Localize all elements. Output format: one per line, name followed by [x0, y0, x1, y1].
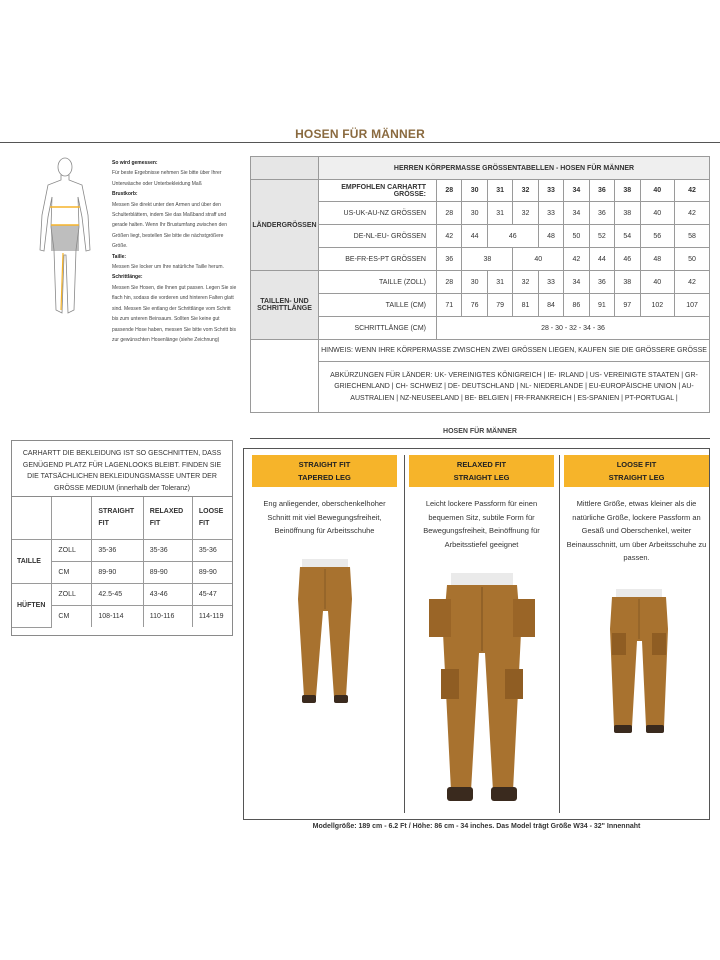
- fit-cell: 42.5-45: [92, 583, 143, 605]
- fit-banner: [409, 455, 554, 487]
- sub-heading-divider: [250, 438, 710, 439]
- us-size-cell: 34: [564, 202, 589, 225]
- waist-cm-label: TAILLE (CM): [319, 294, 437, 317]
- size-col: 42: [675, 180, 710, 202]
- waist-in-cell: 40: [640, 271, 675, 294]
- us-size-cell: 30: [462, 202, 487, 225]
- waist-cm-cell: 86: [564, 294, 589, 317]
- de-sizes-label: DE-NL-EU- GRÖSSEN: [319, 225, 437, 248]
- waist-inseam-group: TAILLEN- UND SCHRITTLÄNGE: [251, 271, 319, 340]
- size-col: 34: [564, 180, 589, 202]
- size-chart-table: [250, 156, 710, 413]
- waist-in-cell: 42: [675, 271, 710, 294]
- col-straight-fit: STRAIGHT FIT: [92, 497, 143, 539]
- be-size-cell: 42: [564, 248, 589, 271]
- body-measurement-figure: [34, 155, 96, 320]
- be-size-cell: 46: [615, 248, 640, 271]
- inseam-title: Schrittlänge:: [112, 274, 143, 281]
- waist-cm-cell: 84: [538, 294, 563, 317]
- fit-cards-panel: [243, 448, 710, 820]
- fit-cell: 35-36: [143, 539, 192, 561]
- blank-corner: [12, 497, 52, 539]
- size-col: 36: [589, 180, 614, 202]
- waist-in-label: TAILLE (ZOLL): [319, 271, 437, 294]
- chest-title: Brustkorb:: [112, 191, 138, 198]
- waist-in-cell: 30: [462, 271, 487, 294]
- waist-in-cell: 34: [564, 271, 589, 294]
- fit-measurements-table: [12, 497, 232, 628]
- be-size-cell: 50: [675, 248, 710, 271]
- de-size-cell: 56: [640, 225, 675, 248]
- page-title: HOSEN FÜR MÄNNER: [295, 127, 425, 141]
- fit-description: Mittlere Größe, etwas kleiner als die natürliche Größe, lockere Passform an Gesäß und Oberschenkel, weiter Beinausschnitt, um über Arbeitsschuhe zu passen.: [566, 499, 707, 562]
- waist-cm-cell: 107: [675, 294, 710, 317]
- waist-cm-cell: 102: [640, 294, 675, 317]
- col-loose-fit: LOOSE FIT: [192, 497, 232, 539]
- blank-unit-header: [52, 497, 92, 539]
- waist-in-cell: 38: [615, 271, 640, 294]
- size-hint: HINWEIS: WENN IHRE KÖRPERMASSE ZWISCHEN ZWEI GRÖSSEN LIEGEN, KAUFEN SIE DIE GRÖSSERE GRÖSSE: [319, 340, 710, 362]
- country-sizes-group: LÄNDERGRÖSSEN: [251, 180, 319, 271]
- fit-subtitle: STRAIGHT LEG: [453, 473, 510, 482]
- size-col: 38: [615, 180, 640, 202]
- fit-subtitle: TAPERED LEG: [298, 473, 351, 482]
- fit-description: Leicht lockere Passform für einen bequemen Sitz, subtile Form für Bewegungsfreiheit, Beinöffnung für Arbeitsstiefel geeignet: [423, 499, 540, 549]
- de-size-cell: 58: [675, 225, 710, 248]
- be-size-cell: 48: [640, 248, 675, 271]
- unit-in: ZOLL: [52, 539, 92, 561]
- unit-in: ZOLL: [52, 583, 92, 605]
- waist-cm-cell: 97: [615, 294, 640, 317]
- unit-cm: CM: [52, 561, 92, 583]
- us-size-cell: 40: [640, 202, 675, 225]
- waist-cm-cell: 91: [589, 294, 614, 317]
- loose-fit-pants-image: [604, 589, 674, 739]
- inseam-text: Messen Sie Hosen, die Ihnen gut passen. Legen Sie sie flach hin, sodass die vorderen und hinteren Falten glatt sind. Messen Sie entlang der Schrittlänge vom Schritt bis zum unteren Beinsaum. Sollten Sie keine gut passende Hose haben, messen Sie bitte vom Schritt bis zur gewünschten Hosenlänge (siehe Zeichnung): [112, 284, 237, 343]
- measurement-instructions: [112, 158, 238, 345]
- us-size-cell: 38: [615, 202, 640, 225]
- be-size-cell: 40: [513, 248, 564, 271]
- fit-measurements-box: [11, 440, 233, 636]
- relaxed-fit-pants-image: [427, 573, 537, 808]
- fit-card-loose: [564, 455, 709, 813]
- straight-fit-pants-image: [290, 559, 360, 709]
- waist-in-cell: 33: [538, 271, 563, 294]
- waist-cm-cell: 76: [462, 294, 487, 317]
- fit-cell: 89-90: [143, 561, 192, 583]
- us-size-cell: 28: [437, 202, 462, 225]
- card-divider: [559, 455, 560, 813]
- fit-cell: 35-36: [92, 539, 143, 561]
- fit-cell: 89-90: [92, 561, 143, 583]
- size-chart-header: HERREN KÖRPERMASSE GRÖSSENTABELLEN - HOSEN FÜR MÄNNER: [319, 157, 710, 180]
- us-size-cell: 31: [487, 202, 512, 225]
- us-size-cell: 32: [513, 202, 538, 225]
- waist-title: Taille:: [112, 253, 127, 260]
- waist-cm-cell: 79: [487, 294, 512, 317]
- be-sizes-label: BE-FR-ES-PT GRÖSSEN: [319, 248, 437, 271]
- fit-title: LOOSE FIT: [616, 460, 657, 469]
- waist-in-cell: 32: [513, 271, 538, 294]
- be-size-cell: 38: [462, 248, 513, 271]
- de-size-cell: 44: [462, 225, 487, 248]
- de-size-cell: 46: [487, 225, 538, 248]
- size-col: 28: [437, 180, 462, 202]
- fit-cell: 89-90: [192, 561, 232, 583]
- de-size-cell: 54: [615, 225, 640, 248]
- recommended-size-label: EMPFOHLEN CARHARTT GRÖSSE:: [319, 180, 437, 202]
- fit-cell: 43-46: [143, 583, 192, 605]
- fit-cell: 108-114: [92, 605, 143, 627]
- waist-in-cell: 28: [437, 271, 462, 294]
- us-size-cell: 33: [538, 202, 563, 225]
- us-sizes-label: US-UK-AU-NZ GRÖSSEN: [319, 202, 437, 225]
- chest-text: Messen Sie direkt unter den Armen und über den Schulterblättern, indem Sie das Maßband straff und gerade halten. Wenn Ihr Brustumfang zwischen den Größen liegt, bestellen Sie bitte die nächstgrößere Größe.: [112, 201, 227, 250]
- de-size-cell: 48: [538, 225, 563, 248]
- be-size-cell: 36: [437, 248, 462, 271]
- country-abbreviations: ABKÜRZUNGEN FÜR LÄNDER: UK- VEREINIGTES KÖNIGREICH | IE- IRLAND | US- VEREINIGTE STAATEN | GR- GRIECHENLAND | CH- SCHWEIZ | DE- DEUTSCHLAND | NL- NIEDERLANDE | EU-EUROPÄISCHE UNION | AU-AUSTRALIEN | NZ-NEUSEELAND | BE- BELGIEN | FR-FRANKREICH | ES-SPANIEN | PT-PORTUGAL |: [319, 362, 710, 413]
- fit-banner: [564, 455, 709, 487]
- pants-sub-heading: HOSEN FÜR MÄNNER: [443, 428, 517, 435]
- fit-title: STRAIGHT FIT: [298, 460, 351, 469]
- fit-cell: 45-47: [192, 583, 232, 605]
- model-size-note: Modellgröße: 189 cm - 6.2 Ft / Höhe: 86 cm - 34 inches. Das Model trägt Größe W34 - 32" Innennaht: [312, 823, 641, 830]
- us-size-cell: 36: [589, 202, 614, 225]
- fit-card-relaxed: [409, 455, 554, 813]
- col-relaxed-fit: RELAXED FIT: [143, 497, 192, 539]
- de-size-cell: 50: [564, 225, 589, 248]
- waist-text: Messen Sie locker um Ihre natürliche Taille herum.: [112, 264, 224, 271]
- blank-corner: [251, 157, 319, 180]
- fit-intro-text: CARHARTT DIE BEKLEIDUNG IST SO GESCHNITTEN, DASS GENÜGEND PLATZ FÜR LAGENLOOKS BLEIBT. FINDEN SIE DIE TATSÄCHLICHEN BEKLEIDUNGSMASSE UNTER DER GRÖSSE MEDIUM (innerhalb der Toleranz): [12, 441, 232, 497]
- fit-subtitle: STRAIGHT LEG: [608, 473, 665, 482]
- how-measured-text: Für beste Ergebnisse nehmen Sie bitte über Ihrer Unterwäsche oder Unterbekleidung Maß: [112, 170, 222, 187]
- title-divider: [0, 142, 720, 143]
- fit-title: RELAXED FIT: [456, 460, 507, 469]
- waist-cm-cell: 71: [437, 294, 462, 317]
- size-col: 32: [513, 180, 538, 202]
- unit-cm: CM: [52, 605, 92, 627]
- de-size-cell: 42: [437, 225, 462, 248]
- be-size-cell: 44: [589, 248, 614, 271]
- fit-description: Eng anliegender, oberschenkelhoher Schnitt mit viel Bewegungsfreiheit, Beinöffnung für Arbeitsschuhe: [263, 499, 386, 535]
- fit-card-straight: [252, 455, 397, 813]
- card-divider: [404, 455, 405, 813]
- waist-in-cell: 31: [487, 271, 512, 294]
- waist-label: TAILLE: [12, 539, 52, 583]
- how-measured-title: So wird gemessen:: [112, 160, 158, 166]
- waist-in-cell: 36: [589, 271, 614, 294]
- fit-cell: 114-119: [192, 605, 232, 627]
- inseam-label: SCHRITTLÄNGE (CM): [319, 317, 437, 340]
- fit-cell: 35-36: [192, 539, 232, 561]
- waist-cm-cell: 81: [513, 294, 538, 317]
- hips-label: HÜFTEN: [12, 583, 52, 627]
- de-size-cell: 52: [589, 225, 614, 248]
- fit-banner: [252, 455, 397, 487]
- size-col: 40: [640, 180, 675, 202]
- size-col: 31: [487, 180, 512, 202]
- size-col: 33: [538, 180, 563, 202]
- size-col: 30: [462, 180, 487, 202]
- inseam-value: 28 - 30 - 32 - 34 - 36: [437, 317, 710, 340]
- fit-cell: 110-116: [143, 605, 192, 627]
- us-size-cell: 42: [675, 202, 710, 225]
- blank-cell: [251, 340, 319, 413]
